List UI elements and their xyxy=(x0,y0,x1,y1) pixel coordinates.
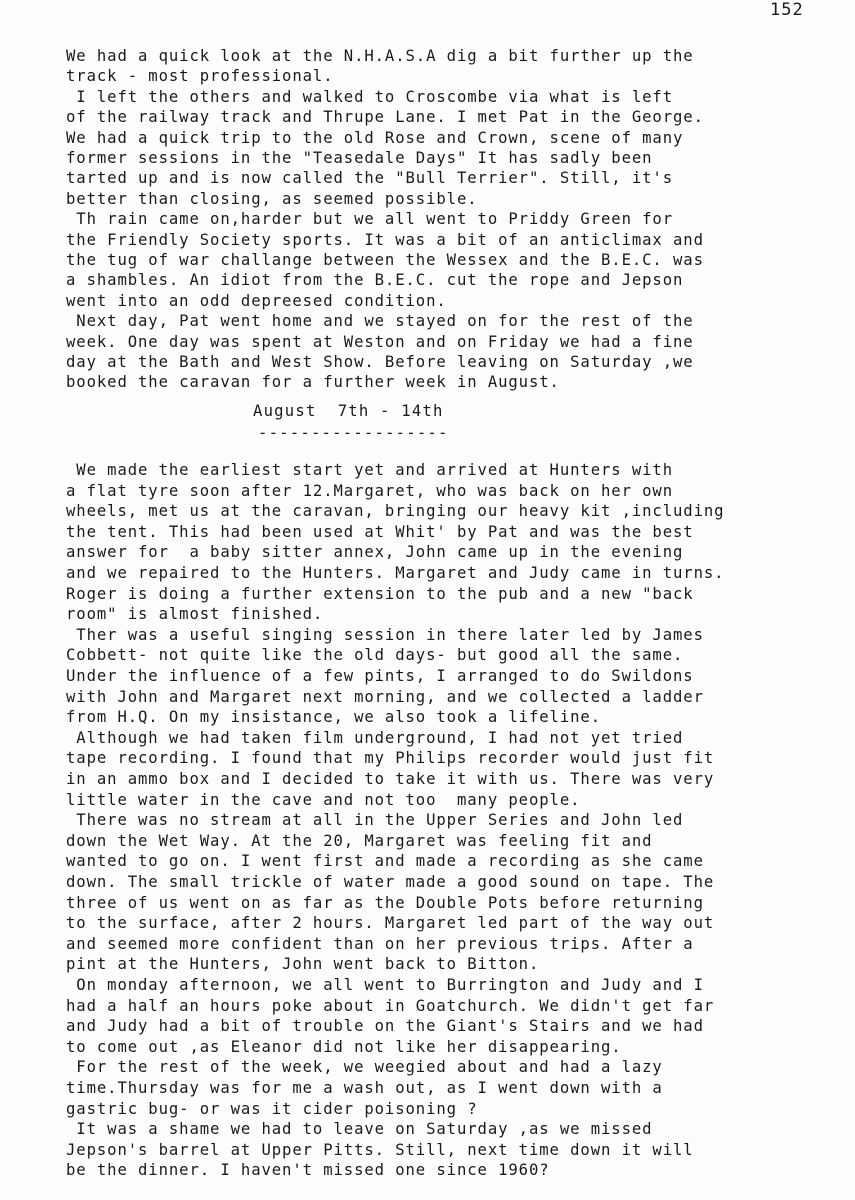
text-line: down. The small trickle of water made a good sound on tape. The xyxy=(66,873,715,891)
text-line: answer for a baby sitter annex, John came up in the evening xyxy=(66,543,684,562)
text-line: a shambles. An idiot from the B.E.C. cut the rope and Jepson xyxy=(66,271,684,290)
text-line: track - most professional. xyxy=(66,67,334,86)
text-line: in an ammo box and I decided to take it with us. There was very xyxy=(66,770,715,788)
text-line: gastric bug- or was it cider poisoning ? xyxy=(66,1099,478,1118)
text-line: better than closing, as seemed possible. xyxy=(66,189,478,208)
text-line: day at the Bath and West Show. Before leaving on Saturday ,we xyxy=(66,353,694,371)
text-line: pint at the Hunters, John went back to Bitton. xyxy=(66,955,540,974)
text-line: room" is almost finished. xyxy=(66,605,324,624)
text-line: Under the influence of a few pints, I arranged to do Swildons xyxy=(66,667,694,685)
text-line: the tent. This had been used at Whit' by Pat and was the best xyxy=(66,522,694,541)
text-line: Th rain came on,harder but we all went to Priddy Green for xyxy=(66,210,674,229)
text-line: Next day, Pat went home and we stayed on for the rest of the xyxy=(66,312,694,331)
text-line: tape recording. I found that my Philips recorder would just fit xyxy=(66,749,715,768)
page-number: 152 xyxy=(770,0,804,20)
text-line: There was no stream at all in the Upper Series and John led xyxy=(66,811,684,830)
text-line: tarted up and is now called the "Bull Terrier". Still, it's xyxy=(66,169,674,188)
text-line: and seemed more confident than on her previous trips. After a xyxy=(66,934,694,953)
text-line: Cobbett- not quite like the old days- but good all the same. xyxy=(66,646,684,665)
text-line: Although we had taken film underground, I had not yet tried xyxy=(66,728,684,747)
text-line: three of us went on as far as the Double Pots before returning xyxy=(66,893,704,912)
text-line: We made the earliest start yet and arrived at Hunters with xyxy=(66,461,674,479)
text-line: Roger is doing a further extension to the pub and a new "back xyxy=(66,584,694,603)
text-line: of the railway track and Thrupe Lane. I met Pat in the George. xyxy=(66,108,704,127)
text-line: We had a quick trip to the old Rose and Crown, scene of many xyxy=(66,128,684,147)
section-heading: August 7th - 14th xyxy=(253,402,444,420)
text-line: the tug of war challange between the Wessex and the B.E.C. was xyxy=(66,251,704,269)
text-line: week. One day was spent at Weston and on Friday we had a fine xyxy=(66,332,694,351)
text-line: the Friendly Society sports. It was a bit of an anticlimax and xyxy=(66,230,704,249)
text-line: booked the caravan for a further week in August. xyxy=(66,373,560,392)
text-line: went into an odd depreesed condition. xyxy=(66,291,447,310)
text-line: We had a quick look at the N.H.A.S.A dig a bit further up the xyxy=(66,47,694,65)
text-line: little water in the cave and not too many people. xyxy=(66,790,581,809)
text-line: Ther was a useful singing session in there later led by James xyxy=(66,625,704,644)
text-line: a flat tyre soon after 12.Margaret, who was back on her own xyxy=(66,481,674,500)
text-line: Jepson's barrel at Upper Pitts. Still, next time down it will xyxy=(66,1140,694,1159)
text-line: It was a shame we had to leave on Saturday ,as we missed xyxy=(66,1120,653,1139)
text-line: wheels, met us at the caravan, bringing our heavy kit ,including xyxy=(66,502,725,521)
text-line: had a half an hours poke about in Goatchurch. We didn't get far xyxy=(66,996,715,1015)
text-line: For the rest of the week, we weegied about and had a lazy xyxy=(66,1058,663,1077)
text-line: from H.Q. On my insistance, we also took a lifeline. xyxy=(66,708,601,727)
text-line: with John and Margaret next morning, and we collected a ladder xyxy=(66,687,704,706)
text-line: wanted to go on. I went first and made a recording as she came xyxy=(66,852,704,871)
text-line: former sessions in the "Teasedale Days" It has sadly been xyxy=(66,149,653,167)
text-line: down the Wet Way. At the 20, Margaret was feeling fit and xyxy=(66,831,653,850)
text-line: and we repaired to the Hunters. Margaret and Judy came in turns. xyxy=(66,564,725,582)
text-line: and Judy had a bit of trouble on the Giant's Stairs and we had xyxy=(66,1017,704,1036)
text-line: to come out ,as Eleanor did not like her disappearing. xyxy=(66,1037,622,1056)
section-heading-underline: ------------------ xyxy=(258,424,449,442)
text-line: I left the others and walked to Croscombe via what is left xyxy=(66,87,674,106)
text-line: On monday afternoon, we all went to Burrington and Judy and I xyxy=(66,976,704,994)
text-line: time.Thursday was for me a wash out, as I went down with a xyxy=(66,1079,663,1097)
text-line: be the dinner. I haven't missed one since 1960? xyxy=(66,1161,550,1180)
text-line: to the surface, after 2 hours. Margaret led part of the way out xyxy=(66,914,715,933)
